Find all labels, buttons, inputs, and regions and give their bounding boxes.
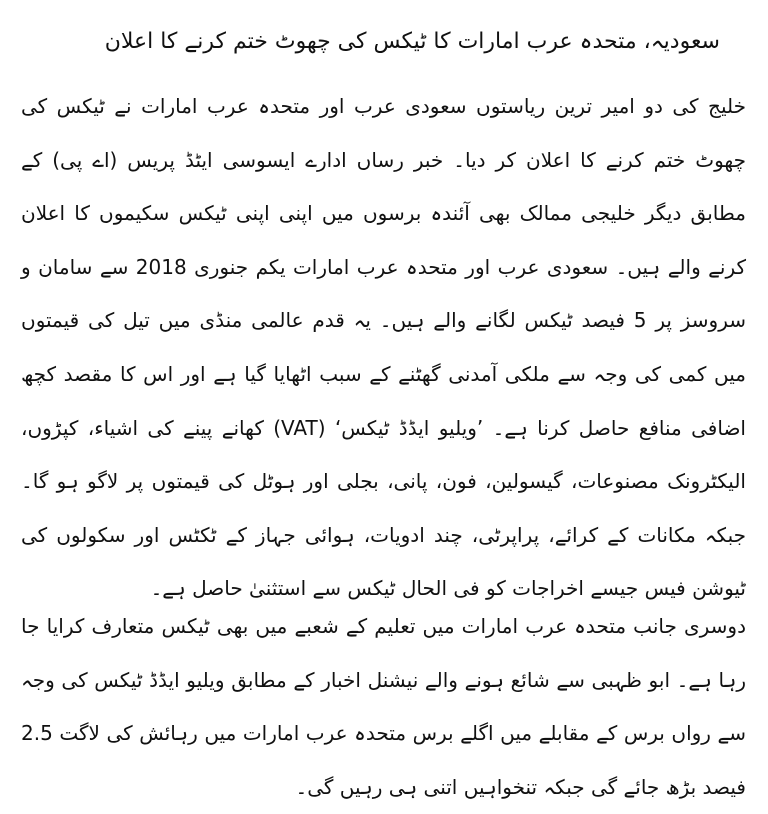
article-headline: سعودیہ، متحدہ عرب امارات کا ٹیکس کی چھوٹ ختم کرنے کا اعلان [104,29,720,54]
article-paragraph-1: خلیج کی دو امیر ترین ریاستوں سعودی عرب اور متحدہ عرب امارات نے ٹیکس کی چھوٹ ختم کرنے کا اعلان کر دیا۔ خبر رساں ادارے ایسوسی ایٹڈ پریس (اے پی) کے مطابق دیگر خلیجی ممالک بھی آئندہ برسوں میں اپنی اپنی ٹیکس سکیموں کا اعلان کرنے والے ہیں۔ سعودی عرب اور متحدہ عرب امارات یکم جنوری 2018 سے سامان و سروسز پر 5 فیصد ٹیکس لگانے والے ہیں۔ یہ قدم عالمی منڈی میں تیل کی قیمتوں میں کمی کی وجہ سے ملکی آمدنی گھٹنے کے سبب اٹھایا گیا ہے اور اس کا مقصد کچھ اضافی منافع حاصل کرنا ہے۔ ’ویلیو ایڈڈ ٹیکس‘ (VAT) کھانے پینے کی اشیاء، کپڑوں، الیکٹرونک مصنوعات، گیسولین، فون، پانی، بجلی اور ہوٹل کی قیمتوں پر لاگو ہو گا۔ جبکہ مکانات کے کرائے، پراپرٹی، چند ادویات، ہوائی جہاز کے ٹکٹس اور سکولوں کی ٹیوشن فیس جیسے اخراجات کو فی الحال ٹیکس سے استثنیٰ حاصل ہے۔ [21,94,747,601]
article-paragraph-2: دوسری جانب متحدہ عرب امارات میں تعلیم کے شعبے میں بھی ٹیکس متعارف کرایا جا رہا ہے۔ ابو ظہبی سے شائع ہونے والے نیشنل اخبار کے مطابق ویلیو ایڈڈ ٹیکس کی وجہ سے رواں برس کے مقابلے میں اگلے برس متحدہ عرب امارات میں رہائش کی لاگت 2.5 فیصد بڑھ جائے گی جبکہ تنخواہیں اتنی ہی رہیں گی۔ [21,614,746,799]
